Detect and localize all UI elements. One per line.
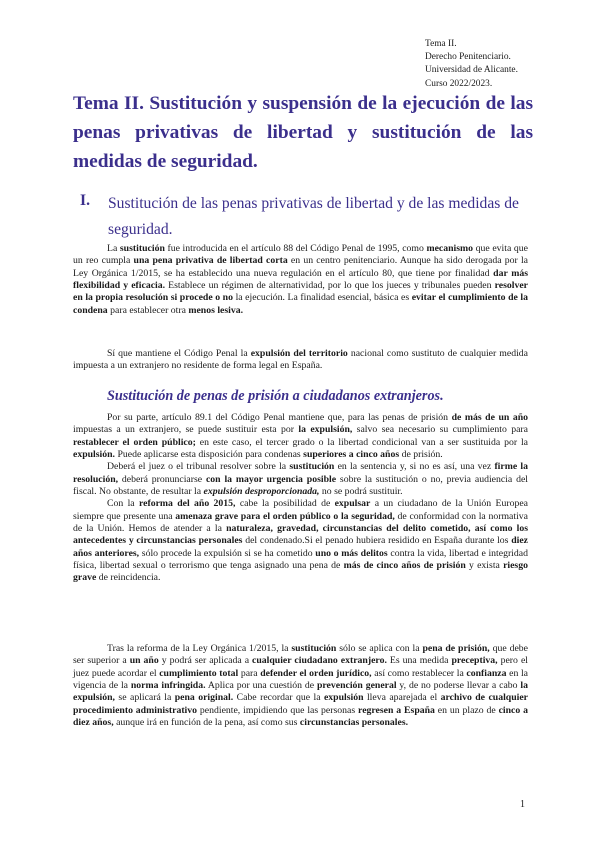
text-run: sólo se aplica con la — [336, 643, 423, 654]
bold-text: expulsión del territorio — [250, 348, 348, 359]
bold-text: superiores a cinco años — [303, 449, 400, 461]
document-header — [425, 38, 575, 91]
text-run: sobre la sustitución o no, previa audiencia del fiscal. No obstante, de resultar la — [73, 473, 528, 498]
bold-text: un año — [129, 655, 159, 667]
bold-text: preceptiva, — [451, 655, 498, 667]
bold-text: sustitución — [291, 643, 337, 654]
text-run: y exista — [465, 560, 504, 572]
bold-text: uno o más delitos — [315, 547, 388, 559]
body-block-3 — [73, 412, 528, 585]
bold-text: defender el orden jurídico, — [260, 667, 372, 679]
body-block-4 — [73, 643, 528, 729]
text-run: fue introducida en el artículo 88 del Código Penal de 1995, como — [164, 243, 427, 254]
bold-text: amenaza grave para el orden público o la seguridad, — [175, 510, 395, 522]
section-number: I. — [80, 192, 90, 209]
page-title: Tema II. Sustitución y suspensión de la ejecución de las penas privativas de libertad y sustitución de las medidas de seguridad. — [73, 93, 533, 172]
header-line-topic: Tema II. — [425, 39, 457, 49]
text-run: no se podrá sustituir. — [319, 486, 403, 498]
bold-text: de más de un año — [451, 412, 528, 423]
paragraph — [73, 498, 528, 584]
bold-text: restablecer el orden público; — [73, 436, 196, 448]
text-run: y podrá ser aplicada a — [158, 655, 253, 667]
text-run: para — [238, 667, 261, 679]
bold-text: expulsión desproporcionada, — [203, 486, 320, 498]
bold-text: menos lesiva. — [188, 304, 244, 316]
bold-text: riesgo grave — [73, 560, 528, 584]
text-run: en la sentencia y, si no es así, una vez — [334, 461, 495, 473]
bold-text: sustitución — [119, 243, 165, 254]
bold-text: cumplimiento total — [159, 667, 239, 679]
bold-text: la expulsión, — [298, 424, 353, 436]
bold-text: expulsar — [334, 498, 371, 510]
paragraph — [73, 643, 528, 729]
text-run: Con la — [107, 498, 139, 510]
text-run: Sí que mantiene el Código Penal la — [107, 348, 251, 359]
section-title: Sustitución de las penas privativas de libertad y de las medidas de seguridad. — [108, 195, 519, 238]
bold-text: una pena privativa de libertad corta — [133, 255, 288, 267]
bold-text: dar más flexibilidad y eficacia. — [73, 267, 528, 292]
paragraph — [73, 243, 528, 317]
text-run: que debe ser superior a — [73, 643, 528, 667]
bold-text: mecanismo — [426, 243, 474, 254]
text-run: y, de no poderse llevar a cabo — [396, 680, 521, 692]
text-run: Aplica por una cuestión de — [205, 680, 317, 692]
paragraph — [73, 412, 528, 461]
text-run: pero el juez puede acordar el — [73, 655, 528, 679]
text-run: aunque irá en función de la pena, así como sus — [113, 717, 300, 729]
text-run: en un centro penitenciario. Aunque ha sido derogada por la Ley Orgánica 1/2015, se ha establecido una nueva regulación en el artículo 80, que tiene por finalidad — [73, 255, 528, 279]
bold-text: cinco a diez años, — [73, 704, 528, 729]
text-run: a un ciudadano de la Unión Europea siempre que presente una — [73, 498, 528, 522]
subheading: Sustitución de penas de prisión a ciudadanos extranjeros. — [107, 388, 444, 404]
bold-text: pena original. — [174, 692, 234, 704]
text-run: lleva aparejada el — [363, 692, 441, 704]
bold-text: expulsión. — [73, 449, 115, 461]
bold-text: sustitución — [289, 461, 335, 473]
bold-text: norma infringida. — [130, 680, 206, 692]
text-run: Cabe recordar que la — [233, 692, 324, 704]
bold-text: pena de prisión, — [422, 643, 490, 654]
text-run: Por su parte, artículo 89.1 del Código Penal mantiene que, para las penas de prisión — [107, 412, 452, 423]
text-run: la ejecución. La finalidad esencial, básica es — [232, 292, 412, 304]
bold-text: diez años anteriores, — [73, 535, 528, 559]
bold-text: prevención general — [316, 680, 397, 692]
bold-text: reforma del año 2015, — [138, 498, 236, 510]
text-run: de reincidencia. — [96, 572, 161, 584]
text-run: cabe la posibilidad de — [235, 498, 335, 510]
bold-text: expulsión — [323, 692, 364, 704]
bold-text: firme la resolución, — [73, 461, 528, 485]
bold-text: regresen a España — [358, 704, 435, 716]
bold-text: con la mayor urgencia posible — [205, 473, 337, 485]
bold-text: confianza — [466, 667, 507, 679]
text-run: La — [107, 243, 120, 254]
bold-text: circunstancias personales. — [299, 717, 409, 729]
text-run: así como restablecer la — [371, 667, 467, 679]
text-run: que evita que un reo cumpla — [73, 243, 528, 267]
paragraph — [73, 348, 528, 373]
paragraph — [73, 461, 528, 498]
header-line-subject: Derecho Penitenciario. — [425, 52, 511, 63]
body-block-1 — [73, 243, 528, 317]
text-run: salvo sea necesario su cumplimiento para — [352, 424, 528, 436]
text-run: del condenado.Si el penado hubiera residido en España durante los — [242, 535, 512, 547]
text-run: de conformidad con la normativa de la Unión. Hemos de atender a la — [73, 510, 528, 535]
bold-text: más de cinco años de prisión — [343, 560, 466, 572]
text-run: para establecer otra — [107, 304, 189, 316]
bold-text: archivo de cualquier procedimiento administrativo — [73, 692, 528, 716]
page-number: 1 — [520, 799, 525, 810]
text-run: Puede aplicarse esta disposición para condenas — [115, 449, 304, 461]
text-run: sólo procede la expulsión si se ha cometido — [139, 547, 316, 559]
text-run: Es una medida — [386, 655, 452, 667]
text-run: se aplicará la — [115, 692, 175, 704]
text-run: Establece un régimen de alternatividad, por lo que los jueces y tribunales pueden — [165, 280, 495, 292]
header-line-university: Universidad de Alicante. — [425, 65, 518, 76]
text-run: en la vigencia de la — [73, 667, 528, 692]
text-run: nacional como sustituto de cualquier medida impuesta a un extranjero no residente de forma legal en España. — [73, 348, 528, 372]
text-run: de prisión. — [399, 449, 443, 461]
text-run: en un plazo de — [434, 704, 499, 716]
text-run: Tras la reforma de la Ley Orgánica 1/2015, la — [107, 643, 292, 654]
bold-text: cualquier ciudadano extranjero. — [252, 655, 387, 667]
body-block-2 — [73, 348, 528, 373]
bold-text: evitar el cumplimiento de la condena — [73, 292, 528, 316]
text-run: en este caso, el tercer grado o la libertad condicional van a ser sustituida por la — [195, 436, 528, 448]
text-run: impuestas a un extranjero, se puede sustituir esta por — [73, 424, 299, 436]
text-run: contra la vida, libertad e integridad física, libertad sexual o terrorismo que tenga asignado una pena de — [73, 547, 528, 572]
text-run: deberá pronunciarse — [118, 473, 206, 485]
bold-text: resolver en la propia resolución si procede o no — [73, 280, 528, 304]
bold-text: naturaleza, gravedad, circunstancias del delito cometido, así como los antecedentes y circunstancias personales — [73, 523, 528, 547]
text-run: pendiente, impidiendo que las personas — [197, 704, 359, 716]
bold-text: la expulsión, — [73, 680, 528, 704]
header-line-course: Curso 2022/2023. — [425, 78, 493, 89]
text-run: Deberá el juez o el tribunal resolver sobre la — [107, 461, 290, 473]
